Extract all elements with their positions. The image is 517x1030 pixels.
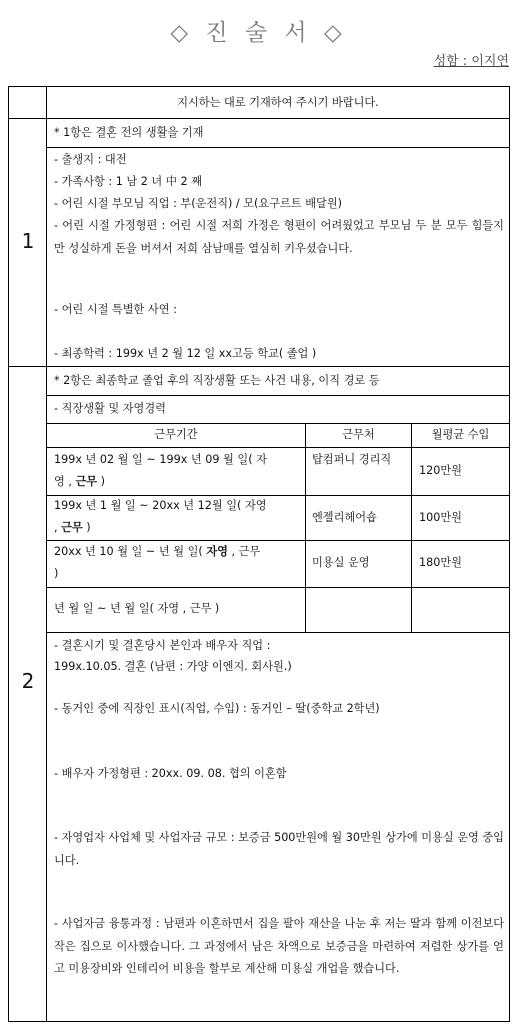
home-situation: - 어린 시절 가정형편 : 어린 시절 저희 가정은 형편이 어려웠었고 부모님 두 분 모두 힘들지만 성실하게 돈을 버셔서 저희 삼남매를 열심히 키우셨습니다.: [54, 219, 504, 255]
career-period: 199x 년 02 월 일 ~ 199x 년 09 월 일( 자 영 , 근무 ): [54, 453, 267, 488]
marriage-title: - 결혼시기 및 결혼당시 본인과 배우자 직업 :: [54, 639, 271, 652]
statement-table: [8, 86, 510, 1022]
special-story: - 어린 시절 특별한 사연 :: [54, 303, 177, 316]
applicant-name: 성함 : 이지연: [433, 54, 509, 69]
career-title: - 직장생활 및 자영경력: [54, 402, 166, 415]
row-divider: [47, 395, 509, 396]
marriage-detail: 199x.10.05. 결혼 (남편 : 가양 이엔지. 회사원.): [54, 660, 292, 673]
business-scale: - 자영업자 사업체 및 사업자금 규모 : 보증금 500만원에 월 30만원 상가에 미용실 운영 중입니다.: [54, 831, 504, 867]
career-income: 120만원: [419, 464, 462, 477]
section-divider: [9, 366, 509, 367]
instruction-text: 지시하는 대로 기재하여 주시기 바랍니다.: [177, 96, 379, 109]
row-divider: [47, 447, 509, 448]
career-income: 180만원: [419, 556, 462, 569]
row-divider: [9, 118, 509, 119]
row-divider: [47, 147, 509, 148]
birthplace: - 출생지 : 대전: [54, 153, 127, 166]
document-title: ◇ 진 술 서 ◇: [170, 20, 347, 46]
family-info: - 가족사항 : 1 남 2 녀 中 2 째: [54, 175, 203, 188]
career-workplace: 미용실 운영: [312, 556, 370, 569]
career-workplace: 엔젤리헤어숍: [312, 511, 377, 524]
career-workplace: 탑컴퍼니 경리직: [312, 453, 392, 466]
row-divider: [47, 632, 509, 633]
career-period: 년 월 일 ~ 년 월 일( 자영 , 근무 ): [54, 602, 220, 615]
funding-process: - 사업자금 융통과정 : 남편과 이혼하면서 집을 팔아 재산을 나눈 후 저는 딸과 함께 이전보다 작은 집으로 이사했습니다. 그 과정에서 남은 차액으로 보증금을 마련하여 저렴한 상가를 얻고 미용장비와 인테리어 비용을 할부로 계산해 미용실 개업을 했습니다.: [54, 917, 504, 975]
column-header-period: 근무기간: [154, 428, 198, 441]
cohabitant: - 동거인 중에 직장인 표시(직업, 수입) : 동거인 – 딸(중학교 2학년): [54, 702, 380, 715]
career-income: 100만원: [419, 511, 462, 524]
column-divider: [411, 423, 412, 632]
section-number: 2: [21, 669, 35, 693]
education: - 최종학력 : 199x 년 2 월 12 일 xx고등 학교( 졸업 ): [54, 347, 317, 360]
section2-heading: * 2항은 최종학교 졸업 후의 직장생활 또는 사건 내용, 이직 경로 등: [54, 374, 380, 387]
spouse-home: - 배우자 가정형편 : 20xx. 09. 08. 협의 이혼함: [54, 767, 287, 780]
career-period: 20xx 년 10 월 일 ~ 년 월 일( 자영 , 근무 ): [54, 545, 261, 580]
column-divider: [305, 423, 306, 632]
column-divider: [46, 87, 47, 1022]
section-number: 1: [21, 229, 35, 253]
row-divider: [47, 587, 509, 588]
column-header-workplace: 근무처: [342, 428, 375, 441]
parents-job: - 어린 시절 부모님 직업 : 부(운전직) / 모(요구르트 배달원): [54, 197, 342, 210]
column-header-income: 월평균 수입: [431, 428, 490, 441]
career-period: 199x 년 1 월 일 ~ 20xx 년 12월 일( 자영 , 근무 ): [54, 499, 267, 534]
section1-heading: * 1항은 결혼 전의 생활을 기재: [54, 126, 204, 139]
